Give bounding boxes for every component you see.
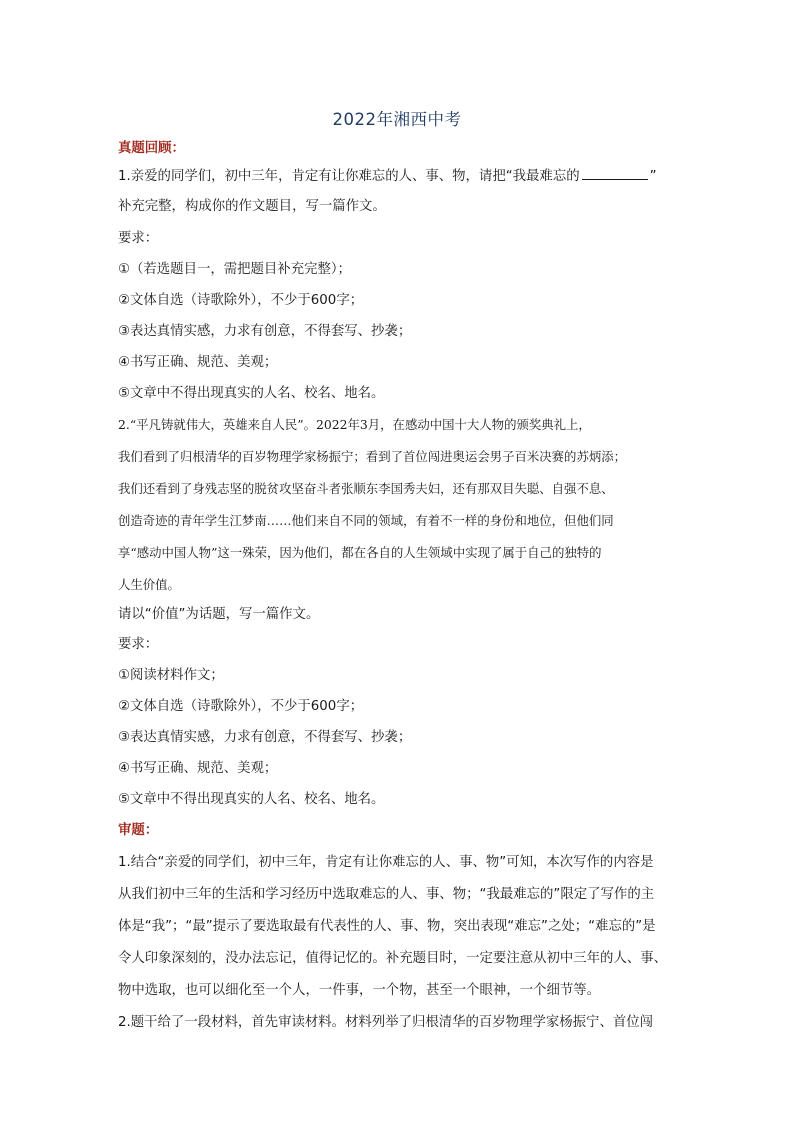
analysis-line: 令人印象深刻的，没办法忘记，值得记忆的。补充题目时，一定要注意从初中三年的人、事、 (118, 951, 668, 966)
requirement-item: ④书写正确、规范、美观； (118, 761, 278, 776)
analysis-line: 从我们初中三年的生活和学习经历中选取难忘的人、事、物；“我最难忘的”限定了写作的主 (118, 887, 655, 902)
fill-in-blank (582, 165, 648, 180)
question-1-quote-close: ” (649, 169, 657, 184)
requirement-item: ②文体自选（诗歌除外），不少于600字； (118, 293, 364, 308)
question-2-prompt: 请以“价值”为话题，写一篇作文。 (118, 607, 320, 622)
analysis-line: 1.结合“亲爱的同学们，初中三年，肯定有让你难忘的人、事、物”可知，本次写作的内容是 (118, 855, 654, 870)
analysis-line: 2.题干给了一段材料，首先审读材料。材料列举了归根清华的百岁物理学家杨振宁、首位闯 (118, 1015, 654, 1030)
requirement-item: ⑤文章中不得出现真实的人名、校名、地名。 (118, 386, 385, 401)
requirements-heading-2: 要求： (118, 637, 159, 652)
requirement-item: ③表达真情实感，力求有创意，不得套写、抄袭； (118, 730, 412, 745)
requirement-item: ①（若选题目一，需把题目补充完整）； (118, 262, 351, 277)
question-2-material-line: 人生价值。 (118, 577, 180, 592)
question-2-material-line: 2.“平凡铸就伟大，英雄来自人民”。2022年3月，在感动中国十大人物的颁奖典礼上， (118, 417, 591, 432)
question-2-material-line: 我们还看到了身残志坚的脱贫攻坚奋斗者张顺东李国秀夫妇，还有那双目失聪、自强不息、 (118, 481, 614, 496)
question-2-material-line: 创造奇迹的青年学生江梦南……他们来自不同的领域，有着不一样的身份和地位，但他们同 (118, 513, 614, 528)
section-heading-analysis: 审题： (118, 823, 159, 838)
requirement-item: ②文体自选（诗歌除外），不少于600字； (118, 699, 364, 714)
requirement-item: ③表达真情实感，力求有创意，不得套写、抄袭； (118, 324, 412, 339)
analysis-line: 体是“我”；“最”提示了要选取最有代表性的人、事、物，突出表现“难忘”之处；“难忘的”是 (118, 919, 656, 934)
document-title: 2022年湘西中考 (332, 110, 462, 129)
question-2-material-line: 我们看到了归根清华的百岁物理学家杨振宁；看到了首位闯进奥运会男子百米决赛的苏炳添； (118, 449, 627, 464)
requirement-item: ⑤文章中不得出现真实的人名、校名、地名。 (118, 792, 385, 807)
question-1-line-1 (118, 165, 678, 187)
question-2-material-line: 享“感动中国人物”这一殊荣，因为他们，都在各自的人生领域中实现了属于自己的独特的 (118, 545, 602, 560)
requirements-heading-1: 要求： (118, 231, 159, 246)
question-1-line-2: 补充完整，构成你的作文题目，写一篇作文。 (118, 199, 386, 214)
question-1-text: 1.亲爱的同学们，初中三年，肯定有让你难忘的人、事、物，请把“我最难忘的 (118, 169, 580, 184)
section-heading-review: 真题回顾： (118, 141, 185, 156)
requirement-item: ④书写正确、规范、美观； (118, 355, 278, 370)
analysis-line: 物中选取，也可以细化至一个人，一件事，一个物，甚至一个眼神，一个细节等。 (118, 983, 601, 998)
requirement-item: ①阅读材料作文； (118, 668, 224, 683)
